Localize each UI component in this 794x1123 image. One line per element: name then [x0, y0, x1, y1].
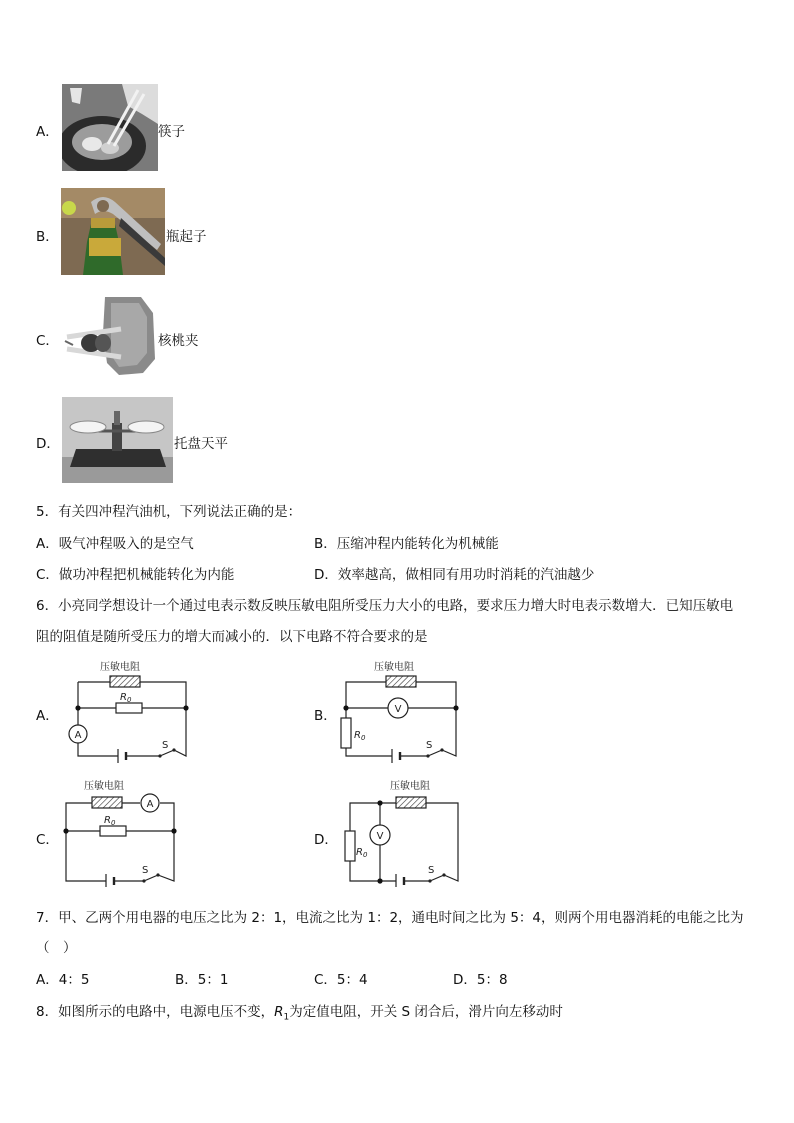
svg-text:R0 [354, 730, 366, 742]
q8-stem-post: 为定值电阻，开关 S 闭合后，滑片向左移动时 [289, 1004, 563, 1020]
circuit-diagram-b [336, 652, 466, 764]
q6-stem-line1: 6．小亮同学想设计一个通过电表示数反映压敏电阻所受压力大小的电路，要求压力增大时电表示数增大．已知压敏电 [36, 598, 734, 614]
q7-option-b: B．5：1 [175, 972, 229, 988]
q5-option-c: C．做功冲程把机械能转化为内能 [36, 567, 235, 583]
voltmeter-label: V [376, 831, 384, 842]
pressure-sensor-resistor [110, 676, 140, 687]
circuit-diagram-d [340, 775, 470, 887]
r0-subscript: 0 [360, 734, 366, 742]
option-letter: B． [36, 229, 59, 245]
option-caption: 核桃夹 [158, 333, 199, 349]
r0-resistor [341, 718, 351, 748]
q7-option-d: D．5：8 [453, 972, 508, 988]
sensor-label: 压敏电阻 [100, 662, 140, 673]
switch-label: S [426, 740, 433, 751]
nutcracker-photo [61, 293, 157, 377]
q6-option-a-letter: A． [36, 708, 59, 724]
q6-option-d-letter: D． [314, 832, 338, 848]
circuit-diagram-a [62, 652, 192, 764]
svg-text:R0 [356, 847, 368, 859]
sensor-label: 压敏电阻 [374, 662, 414, 673]
q8-r-symbol: R [274, 1004, 284, 1020]
svg-text:R0 [120, 692, 132, 704]
option-caption: 托盘天平 [174, 436, 228, 452]
ammeter-label: A [74, 730, 82, 741]
q6-option-c-letter: C． [36, 832, 59, 848]
switch-label: S [162, 740, 169, 751]
q8-r-subscript: 1 [283, 1012, 290, 1023]
r0-label: R [356, 847, 363, 858]
r0-subscript: 0 [110, 819, 116, 827]
q5-option-b: B．压缩冲程内能转化为机械能 [314, 536, 499, 552]
circuit-diagram-c [62, 775, 182, 887]
pressure-sensor-resistor [386, 676, 416, 687]
sensor-label: 压敏电阻 [84, 781, 124, 792]
q8-stem [36, 1000, 563, 1023]
q5-option-d: D．效率越高，做相同有用功时消耗的汽油越少 [314, 567, 595, 583]
r0-label: R [104, 815, 111, 826]
switch-label: S [142, 865, 149, 876]
q6-stem-line2: 阻的阻值是随所受压力的增大而减小的．以下电路不符合要求的是 [36, 629, 428, 645]
q5-stem: 5．有关四冲程汽油机，下列说法正确的是： [36, 504, 302, 520]
q6-option-b-letter: B． [314, 708, 337, 724]
option-caption: 瓶起子 [166, 229, 207, 245]
r0-subscript: 0 [126, 696, 132, 704]
r0-label: R [354, 730, 361, 741]
balance-scale-photo [62, 397, 173, 483]
voltmeter-label: V [394, 704, 402, 715]
chopsticks-photo [62, 84, 158, 171]
q5-option-a: A．吸气冲程吸入的是空气 [36, 536, 194, 552]
q7-option-a: A．4：5 [36, 972, 90, 988]
bottle-opener-photo [61, 188, 165, 275]
q7-option-c: C．5：4 [314, 972, 368, 988]
svg-text:R0 [104, 815, 116, 827]
r0-label: R [120, 692, 127, 703]
switch-label: S [428, 865, 435, 876]
r0-resistor [116, 703, 142, 713]
pressure-sensor-resistor [92, 797, 122, 808]
q8-stem-pre: 8．如图所示的电路中，电源电压不变， [36, 1004, 275, 1020]
ammeter-label: A [146, 799, 154, 810]
option-letter: C． [36, 333, 59, 349]
q7-stem-line1: 7．甲、乙两个用电器的电压之比为 2：1，电流之比为 1：2，通电时间之比为 5：4，则两个用电器消耗的电能之比为 [36, 910, 744, 926]
r0-resistor [345, 831, 355, 861]
option-letter: D． [36, 436, 60, 452]
sensor-label: 压敏电阻 [390, 781, 430, 792]
option-caption: 筷子 [158, 124, 185, 140]
option-letter: A． [36, 124, 59, 140]
pressure-sensor-resistor [396, 797, 426, 808]
r0-resistor [100, 826, 126, 836]
r0-subscript: 0 [362, 851, 368, 859]
q7-stem-line2: （ ） [36, 940, 77, 956]
